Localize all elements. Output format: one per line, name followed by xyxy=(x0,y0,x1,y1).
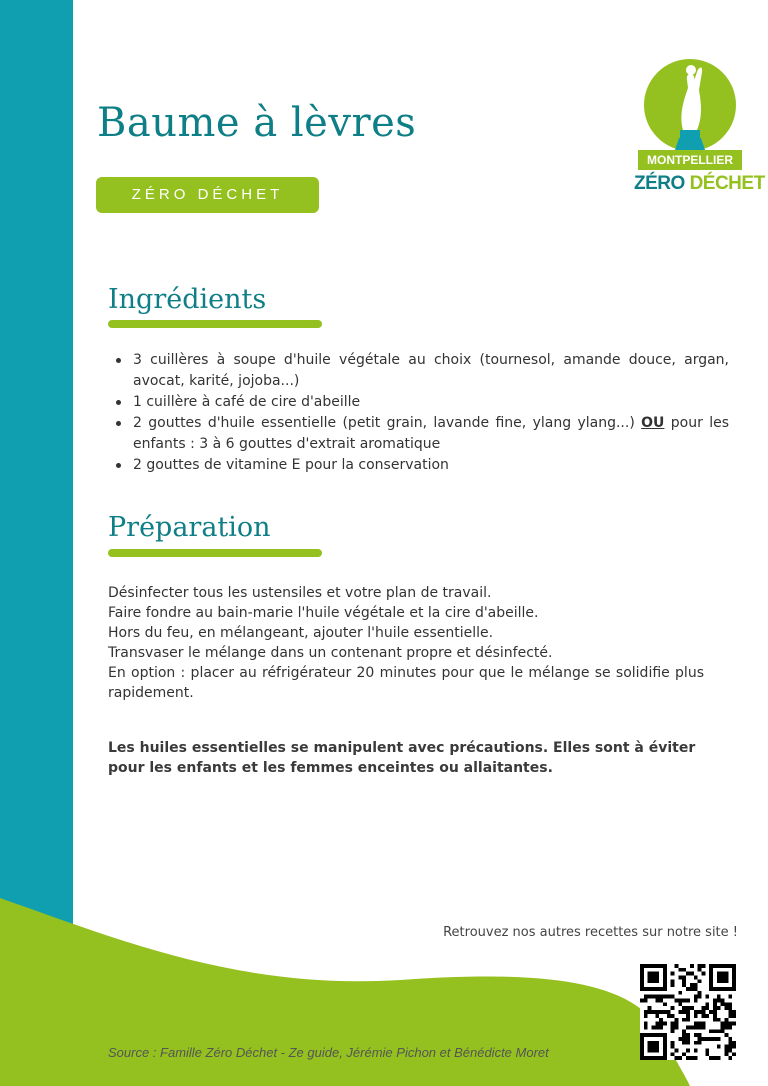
logo-word-zero: ZÉRO xyxy=(634,173,685,194)
logo-word-dechet: DÉCHET xyxy=(689,173,765,194)
safety-warning: Les huiles essentielles se manipulent avec précautions. Elles sont à éviter pour les enfants et les femmes enceintes ou allaitantes. xyxy=(108,740,696,776)
preparation-step: Hors du feu, en mélangeant, ajouter l'huile essentielle. xyxy=(108,625,494,641)
ingredient-text: 2 gouttes d'huile essentielle (petit grain, lavande fine, ylang ylang...) xyxy=(133,415,642,431)
preparation-step: En option : placer au réfrigérateur 20 minutes pour que le mélange se solidifie plus rapidement. xyxy=(108,665,704,701)
list-item: 3 cuillères à soupe d'huile végétale au choix (tournesol, amande douce, argan, avocat, karité, jojoba...) xyxy=(133,350,729,392)
ingredients-heading: Ingrédients xyxy=(108,284,267,315)
preparation-step: Transvaser le mélange dans un contenant propre et désinfecté. xyxy=(108,645,553,661)
preparation-step: Faire fondre au bain-marie l'huile végétale et la cire d'abeille. xyxy=(108,605,539,621)
list-item xyxy=(133,413,729,455)
preparation-heading: Préparation xyxy=(108,512,271,543)
preparation-step: Désinfecter tous les ustensiles et votre plan de travail. xyxy=(108,585,492,601)
zero-dechet-tag: ZÉRO DÉCHET xyxy=(96,177,319,213)
logo-subtitle xyxy=(634,173,765,195)
qr-code-icon[interactable] xyxy=(640,964,736,1060)
ou-emphasis: OU xyxy=(641,415,665,431)
logo-city-band: MONTPELLIER xyxy=(638,150,742,170)
list-item: 2 gouttes de vitamine E pour la conservation xyxy=(133,455,729,476)
preparation-steps xyxy=(108,583,704,703)
ingredients-underline xyxy=(108,320,322,328)
montpellier-zero-dechet-logo xyxy=(634,58,765,204)
preparation-underline xyxy=(108,549,322,557)
ingredient-text: pour les enfants : 3 à 6 gouttes d'extrait aromatique xyxy=(133,415,729,452)
source-credit: Source : Famille Zéro Déchet - Ze guide, Jérémie Pichon et Bénédicte Moret xyxy=(108,1045,549,1060)
site-note: Retrouvez nos autres recettes sur notre site ! xyxy=(443,925,738,940)
statue-icon xyxy=(639,58,741,160)
page-title: Baume à lèvres xyxy=(97,100,417,146)
list-item: 1 cuillère à café de cire d'abeille xyxy=(133,392,729,413)
ingredients-list xyxy=(108,350,729,476)
